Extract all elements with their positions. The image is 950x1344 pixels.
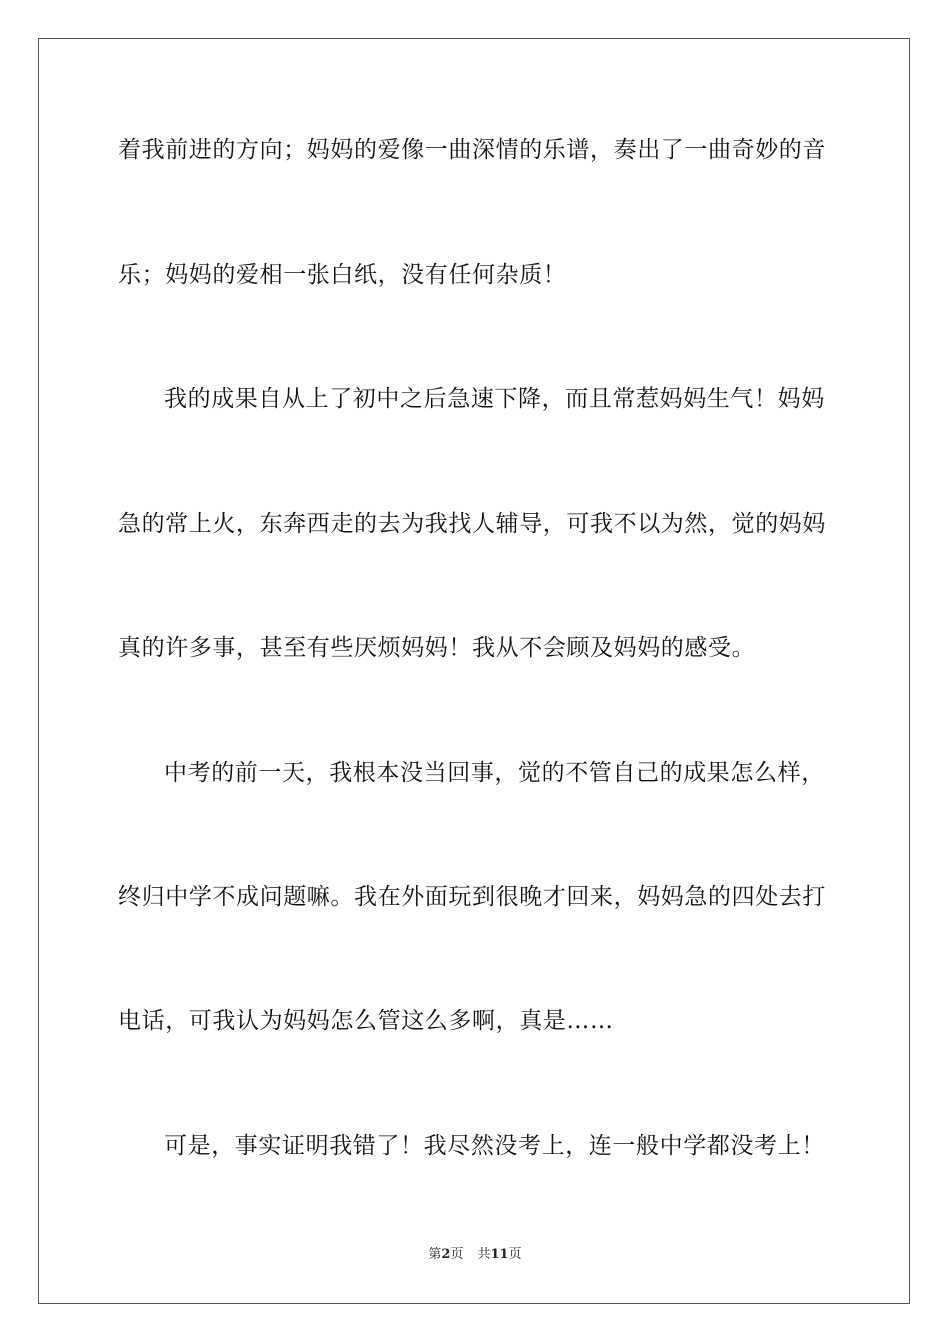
paragraph-line: 电话，可我认为妈妈怎么管这么多啊，真是…… bbox=[118, 1008, 614, 1034]
total-label-prefix: 共 bbox=[477, 1247, 491, 1262]
paragraph-line: 可是，事实证明我错了！我尽然没考上，连一般中学都没考上！ bbox=[164, 1133, 825, 1159]
paragraph-line: 终归中学不成问题嘛。我在外面玩到很晚才回来，妈妈急的四处去打 bbox=[118, 884, 826, 910]
total-label-suffix: 页 bbox=[508, 1247, 522, 1262]
paragraph-line: 真的许多事，甚至有些厌烦妈妈！我从不会顾及妈妈的感受。 bbox=[118, 635, 756, 661]
page-number: 2 bbox=[441, 1247, 451, 1262]
paragraph-line: 乐；妈妈的爱相一张白纸，没有任何杂质！ bbox=[118, 262, 567, 288]
page-footer bbox=[0, 1246, 950, 1264]
paragraph-line: 急的常上火，东奔西走的去为我找人辅导，可我不以为然，觉的妈妈 bbox=[118, 511, 826, 537]
paragraph-line: 我的成果自从上了初中之后急速下降，而且常惹妈妈生气！妈妈 bbox=[164, 386, 825, 412]
page-border bbox=[38, 38, 910, 1304]
total-pages: 11 bbox=[490, 1247, 509, 1262]
page-label-prefix: 第 bbox=[428, 1247, 442, 1262]
page-label-suffix: 页 bbox=[450, 1247, 464, 1262]
paragraph-line: 中考的前一天，我根本没当回事，觉的不管自己的成果怎么样， bbox=[164, 760, 825, 786]
paragraph-line: 着我前进的方向；妈妈的爱像一曲深情的乐谱，奏出了一曲奇妙的音 bbox=[118, 137, 826, 163]
